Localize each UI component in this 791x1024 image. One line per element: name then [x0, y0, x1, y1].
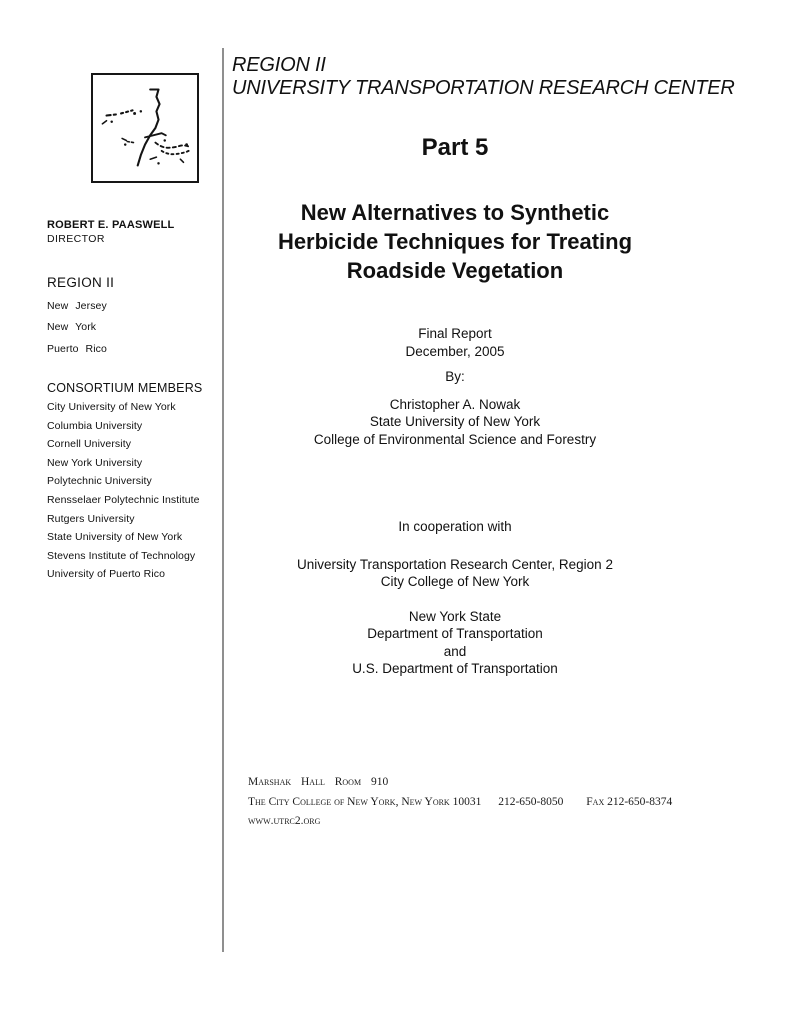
report-title: [232, 198, 678, 285]
consortium-member: Stevens Institute of Technology: [47, 549, 196, 562]
consortium-member: State University of New York: [47, 531, 183, 544]
consortium-member: Polytechnic University: [47, 475, 152, 488]
cooperation-org-line: U.S. Department of Transportation: [352, 661, 558, 676]
by-label: By:: [445, 369, 465, 384]
center-header-line1: REGION II: [232, 54, 326, 76]
footer-phone: 212-650-8050: [498, 795, 564, 808]
cooperation-org-line: Department of Transportation: [367, 626, 543, 641]
report-meta: [232, 325, 678, 360]
region-state: New Jersey: [47, 299, 107, 312]
consortium-member: Rensselaer Polytechnic Institute: [47, 494, 200, 507]
center-header: [232, 54, 735, 100]
footer-address: [248, 773, 672, 832]
footer-website: www.utrc2.org: [248, 815, 321, 827]
footer-fax: Fax 212-650-8374: [586, 795, 673, 808]
consortium-member: City University of New York: [47, 401, 176, 414]
author-name: Christopher A. Nowak: [389, 396, 521, 412]
cooperation-org-line: City College of New York: [380, 574, 530, 589]
cooperation-org-1: [232, 556, 678, 591]
cooperation-org-line: New York State: [408, 608, 502, 624]
report-title-line: New Alternatives to Synthetic: [300, 200, 610, 225]
consortium-member: Columbia University: [47, 419, 143, 432]
region-map-icon: [93, 75, 197, 181]
director-name: ROBERT E. PAASWELL: [47, 219, 175, 231]
director-title: DIRECTOR: [47, 233, 105, 245]
vertical-divider: [222, 48, 224, 952]
region-state: New York: [47, 321, 97, 333]
cooperation-org-2: [232, 608, 678, 678]
center-header-line2: UNIVERSITY TRANSPORTATION RESEARCH CENTER: [232, 77, 735, 99]
report-title-line: Herbicide Techniques for Treating: [277, 229, 633, 254]
region-heading: REGION II: [47, 275, 115, 290]
cooperation-label: In cooperation with: [398, 519, 512, 534]
footer-room-line: Marshak Hall Room 910: [248, 776, 389, 788]
consortium-heading: CONSORTIUM MEMBERS: [47, 380, 203, 395]
footer-contact-line: [248, 793, 672, 813]
region-map-logo: [91, 73, 199, 183]
report-date: December, 2005: [405, 343, 505, 359]
part-label: Part 5: [421, 134, 489, 161]
cooperation-org-line: University Transportation Research Center, Region 2: [297, 556, 613, 572]
report-title-line: Roadside Vegetation: [346, 258, 564, 283]
region-state: Puerto Rico: [47, 342, 107, 355]
consortium-member: Rutgers University: [47, 512, 135, 525]
main-content: [232, 54, 735, 678]
footer-street-address: The City College of New York, New York 10031: [248, 795, 482, 808]
consortium-member: New York University: [47, 456, 143, 469]
sidebar: [47, 219, 219, 580]
consortium-member: Cornell University: [47, 438, 132, 451]
author-affiliation: State University of New York: [369, 414, 541, 429]
report-type: Final Report: [418, 326, 492, 341]
author-affiliation: College of Environmental Science and Forestry: [313, 431, 597, 447]
author-block: [232, 396, 678, 449]
consortium-member: University of Puerto Rico: [47, 568, 166, 581]
cooperation-org-line: and: [443, 643, 467, 659]
